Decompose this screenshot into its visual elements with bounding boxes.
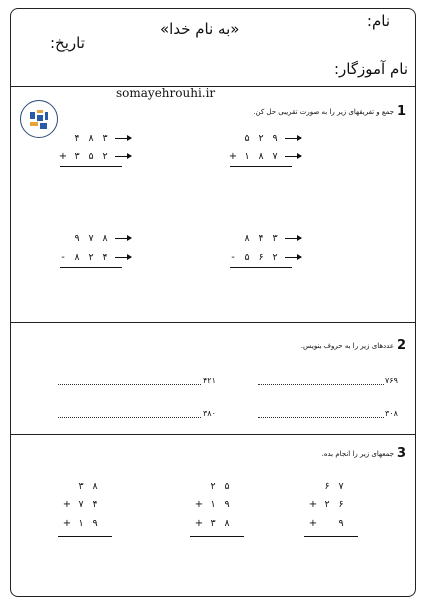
digit: ۳ bbox=[272, 232, 278, 244]
digit: ۱ bbox=[244, 150, 250, 162]
digit: ۸ bbox=[88, 132, 94, 144]
digit: ۵ bbox=[244, 132, 250, 144]
number-to-write: ۳۸۰ bbox=[203, 409, 216, 418]
digit: ۲ bbox=[272, 251, 278, 263]
plus-sign: + bbox=[62, 517, 72, 529]
digit: ۲ bbox=[88, 251, 94, 263]
arrow-icon bbox=[115, 156, 131, 157]
digit: ۳ bbox=[210, 517, 216, 529]
q3-number: 3 bbox=[396, 446, 406, 461]
digit: ۴ bbox=[92, 498, 98, 510]
plus-sign: + bbox=[62, 498, 72, 510]
write-line[interactable] bbox=[258, 417, 384, 418]
digit: ۴ bbox=[102, 251, 108, 263]
plus-sign: + bbox=[58, 150, 68, 162]
q3-sum3-row bbox=[60, 497, 102, 511]
digit: ۱ bbox=[210, 498, 216, 510]
q3-sum3-row bbox=[60, 516, 102, 530]
q3-sum1-row bbox=[306, 497, 348, 511]
q1-problem4-top bbox=[56, 231, 131, 245]
answer-line bbox=[58, 536, 112, 537]
plus-sign: + bbox=[308, 498, 318, 510]
q3-sum2-row bbox=[192, 516, 234, 530]
digit: ۵ bbox=[88, 150, 94, 162]
number-to-write: ۴۲۱ bbox=[203, 376, 216, 385]
minus-sign: - bbox=[61, 251, 65, 263]
digit: ۷ bbox=[88, 232, 94, 244]
arrow-icon bbox=[285, 156, 301, 157]
q1-problem1-bottom bbox=[226, 149, 301, 163]
plus-sign: + bbox=[194, 498, 204, 510]
digit: ۸ bbox=[244, 232, 250, 244]
plus-sign: + bbox=[308, 517, 318, 529]
date-label: تاریخ: bbox=[50, 34, 85, 52]
section-divider bbox=[10, 434, 416, 435]
digit: ۵ bbox=[224, 480, 230, 492]
q2-number: 2 bbox=[396, 338, 406, 353]
digit: ۹ bbox=[92, 517, 98, 529]
digit: ۷ bbox=[338, 480, 344, 492]
q3-instruction: جمعهای زیر را انجام بده. bbox=[321, 450, 394, 458]
q3-sum3-row bbox=[60, 479, 102, 493]
digit: ۸ bbox=[224, 517, 230, 529]
q1-problem4-bottom bbox=[56, 250, 131, 264]
digit: ۸ bbox=[74, 251, 80, 263]
answer-line bbox=[60, 267, 122, 268]
logo bbox=[20, 100, 58, 138]
digit: ۶ bbox=[258, 251, 264, 263]
answer-line bbox=[60, 166, 122, 167]
digit: ۴ bbox=[74, 132, 80, 144]
number-to-write: ۷۶۹ bbox=[385, 376, 398, 385]
digit: ۲ bbox=[258, 132, 264, 144]
arrow-icon bbox=[115, 257, 131, 258]
arrow-icon bbox=[115, 138, 131, 139]
digit: ۳ bbox=[78, 480, 84, 492]
q3-sum2-row bbox=[192, 479, 234, 493]
minus-sign: - bbox=[231, 251, 235, 263]
q1-problem1-top bbox=[226, 131, 301, 145]
digit: ۶ bbox=[338, 498, 344, 510]
digit: ۸ bbox=[258, 150, 264, 162]
write-line[interactable] bbox=[58, 417, 201, 418]
name-label: نام: bbox=[366, 12, 390, 30]
digit: ۸ bbox=[92, 480, 98, 492]
digit: ۹ bbox=[272, 132, 278, 144]
arrow-icon bbox=[285, 257, 301, 258]
digit: ۱ bbox=[78, 517, 84, 529]
write-line[interactable] bbox=[258, 384, 384, 385]
q3-sum1-row bbox=[306, 479, 348, 493]
digit: ۹ bbox=[338, 517, 344, 529]
q3-sum1-row bbox=[306, 516, 348, 530]
plus-sign: + bbox=[228, 150, 238, 162]
answer-line bbox=[230, 166, 292, 167]
q1-problem3-top bbox=[226, 231, 301, 245]
digit: ۹ bbox=[74, 232, 80, 244]
digit: ۴ bbox=[258, 232, 264, 244]
arrow-icon bbox=[115, 238, 131, 239]
arrow-icon bbox=[285, 238, 301, 239]
digit: ۷ bbox=[78, 498, 84, 510]
q3-sum2-row bbox=[192, 497, 234, 511]
digit: ۵ bbox=[244, 251, 250, 263]
q1-problem3-bottom bbox=[226, 250, 301, 264]
arrow-icon bbox=[285, 138, 301, 139]
digit: ۹ bbox=[224, 498, 230, 510]
digit: ۲ bbox=[102, 150, 108, 162]
answer-line bbox=[230, 267, 292, 268]
teacher-label: نام آموزگار: bbox=[333, 60, 408, 78]
digit: ۸ bbox=[102, 232, 108, 244]
q1-instruction: جمع و تفریقهای زیر را به صورت تقریبی حل کن. bbox=[253, 108, 394, 116]
answer-line bbox=[304, 536, 358, 537]
digit: ۷ bbox=[272, 150, 278, 162]
section-divider bbox=[10, 322, 416, 323]
page-title: «به نام خدا» bbox=[160, 20, 240, 38]
digit: ۳ bbox=[74, 150, 80, 162]
answer-line bbox=[190, 536, 244, 537]
q1-problem2-top bbox=[56, 131, 131, 145]
digit: ۲ bbox=[324, 498, 330, 510]
digit: ۳ bbox=[102, 132, 108, 144]
q1-number: 1 bbox=[396, 104, 406, 119]
plus-sign: + bbox=[194, 517, 204, 529]
number-to-write: ۳۰۸ bbox=[385, 409, 398, 418]
q1-problem2-bottom bbox=[56, 149, 131, 163]
q2-instruction: عددهای زیر را به حروف بنویس. bbox=[300, 342, 394, 350]
write-line[interactable] bbox=[58, 384, 201, 385]
site-watermark: somayehrouhi.ir bbox=[116, 86, 216, 100]
digit: ۲ bbox=[210, 480, 216, 492]
digit: ۶ bbox=[324, 480, 330, 492]
